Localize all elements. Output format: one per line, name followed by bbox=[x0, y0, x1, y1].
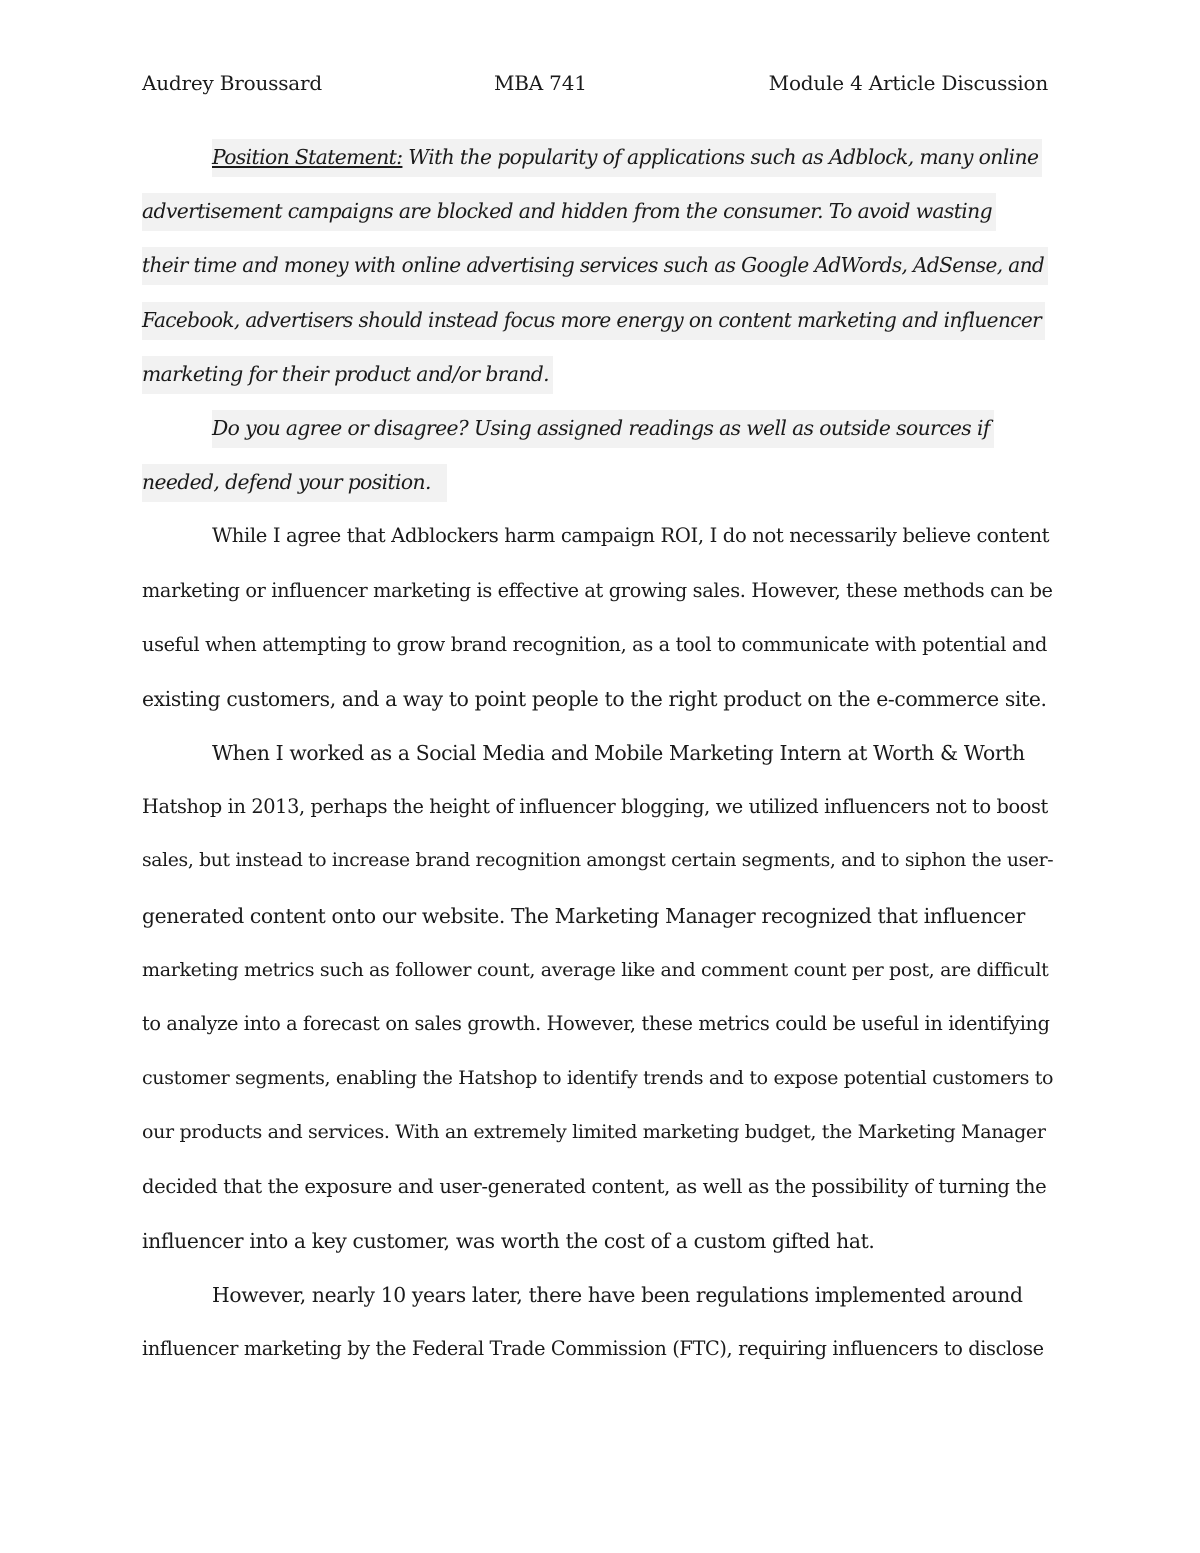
paragraph-line: When I worked as a Social Media and Mobile Marketing Intern at Worth & Worth bbox=[212, 741, 1025, 766]
prompt-text: advertisement campaigns are blocked and hidden from the consumer. To avoid wasting bbox=[142, 193, 996, 231]
prompt-line bbox=[142, 238, 1052, 292]
paragraph-line: to analyze into a forecast on sales growth. However, these metrics could be useful in identifying bbox=[142, 1012, 1050, 1035]
assignment-title: Module 4 Article Discussion bbox=[768, 71, 1048, 95]
paragraph-line: influencer into a key customer, was worth the cost of a custom gifted hat. bbox=[142, 1228, 875, 1253]
author-name: Audrey Broussard bbox=[142, 71, 322, 95]
paragraph-line: Hatshop in 2013, perhaps the height of influencer blogging, we utilized influencers not to boost bbox=[142, 795, 1048, 819]
position-statement-label: Position Statement: bbox=[212, 145, 403, 169]
prompt-text: With the popularity of applications such as Adblock, many online bbox=[402, 145, 1039, 169]
question-text: Do you agree or disagree? Using assigned readings as well as outside sources if bbox=[212, 410, 994, 448]
paragraph-line: While I agree that Adblockers harm campaign ROI, I do not necessarily believe content bbox=[212, 524, 1050, 548]
prompt-line bbox=[142, 184, 1052, 238]
question-line bbox=[142, 455, 1052, 509]
prompt-line bbox=[142, 130, 1052, 184]
prompt-text: marketing for their product and/or brand. bbox=[142, 356, 553, 394]
paragraph-line: influencer marketing by the Federal Trade Commission (FTC), requiring influencers to disclose bbox=[142, 1337, 1044, 1361]
document-body bbox=[142, 130, 1052, 1376]
paragraph-line: sales, but instead to increase brand recognition amongst certain segments, and to siphon the user- bbox=[142, 850, 1054, 872]
paragraph-line: However, nearly 10 years later, there have been regulations implemented around bbox=[212, 1282, 1023, 1307]
paragraph-line: our products and services. With an extremely limited marketing budget, the Marketing Manager bbox=[142, 1121, 1046, 1144]
prompt-text: their time and money with online advertising services such as Google AdWords, AdSense, and bbox=[142, 247, 1048, 285]
paragraph-line: marketing or influencer marketing is effective at growing sales. However, these methods can be bbox=[142, 578, 1053, 602]
paragraph-line: useful when attempting to grow brand recognition, as a tool to communicate with potential and bbox=[142, 632, 1048, 656]
page-header bbox=[142, 71, 1048, 101]
paragraph-line: marketing metrics such as follower count, average like and comment count per post, are difficult bbox=[142, 958, 1049, 981]
course-code: MBA 741 bbox=[494, 71, 587, 95]
paragraph-line: customer segments, enabling the Hatshop to identify trends and to expose potential customers to bbox=[142, 1067, 1054, 1090]
paragraph-line: existing customers, and a way to point people to the right product on the e-commerce site. bbox=[142, 686, 1047, 711]
prompt-line bbox=[142, 293, 1052, 347]
paragraph-line: decided that the exposure and user-generated content, as well as the possibility of turning the bbox=[142, 1174, 1047, 1198]
paragraph-line: generated content onto our website. The Marketing Manager recognized that influencer bbox=[142, 903, 1025, 928]
prompt-text: Facebook, advertisers should instead focus more energy on content marketing and influencer bbox=[142, 302, 1045, 340]
prompt-line bbox=[142, 347, 1052, 401]
question-line bbox=[142, 401, 1052, 455]
question-text: needed, defend your position. bbox=[142, 464, 447, 502]
